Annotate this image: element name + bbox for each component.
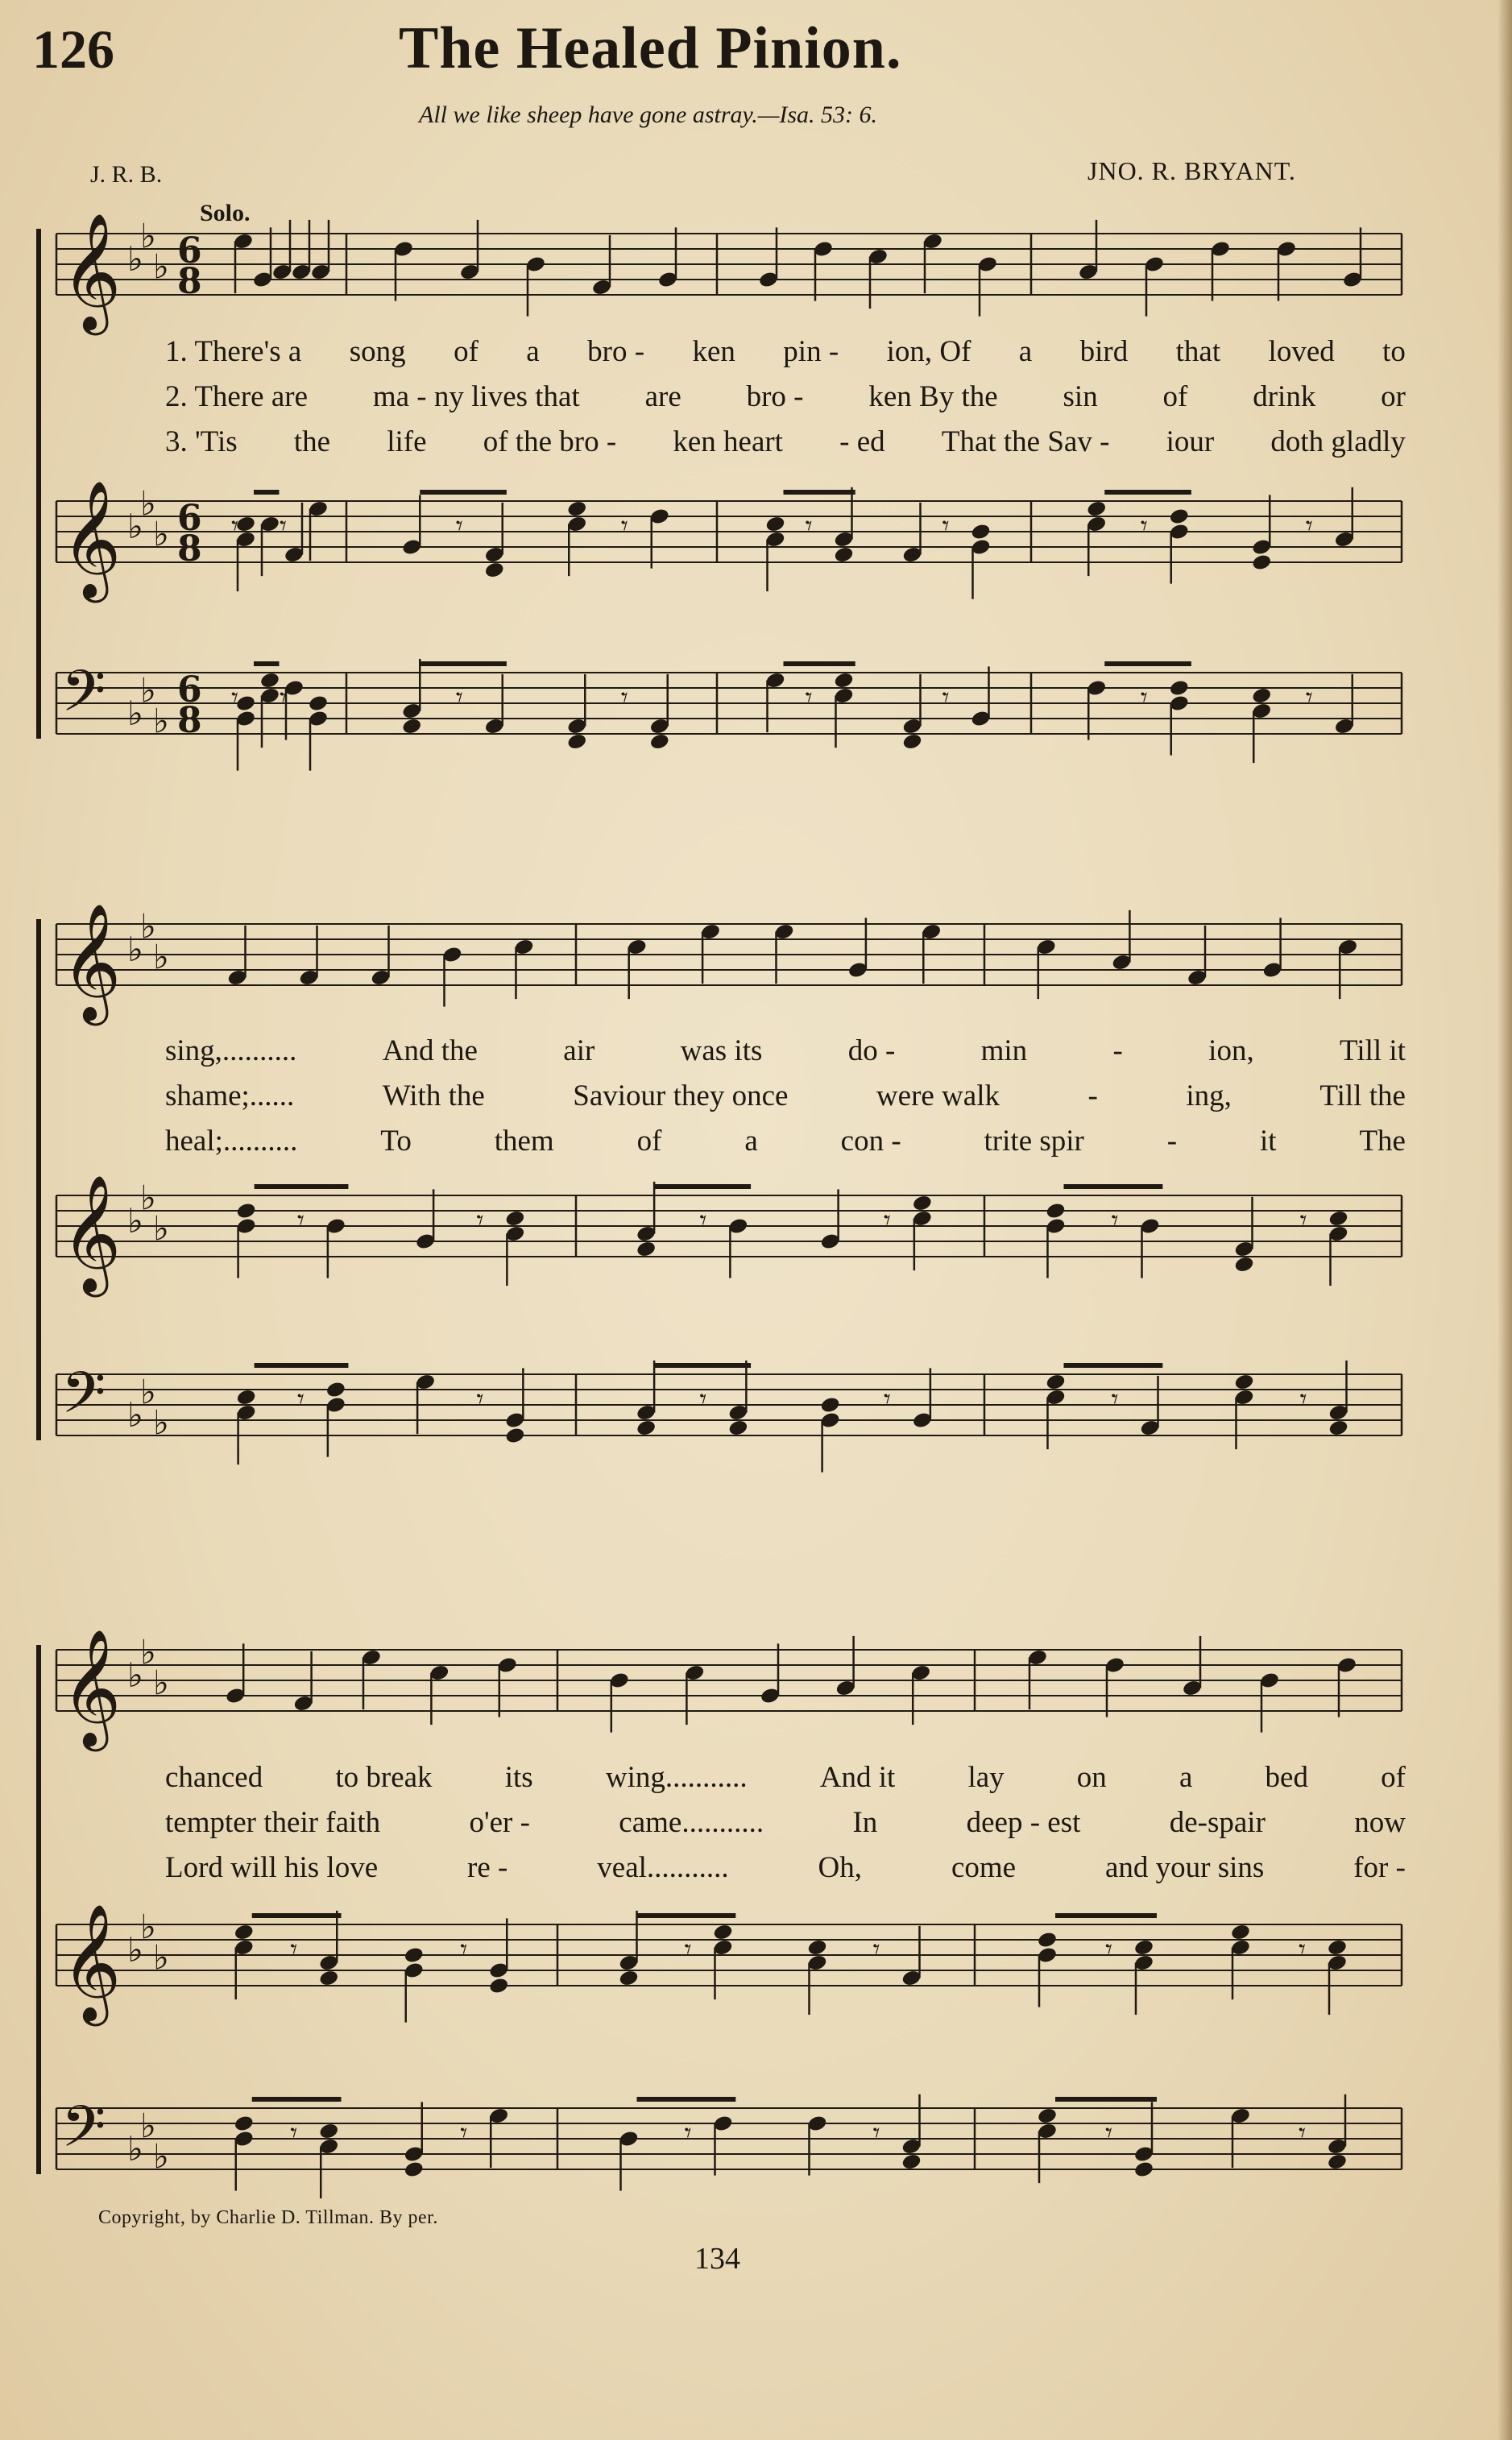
eighth-rest-icon: 𝄾 <box>872 2116 880 2149</box>
flat-icon: ♭ <box>127 694 143 733</box>
lyric-syllable: pin - <box>783 335 839 368</box>
notehead <box>636 1419 657 1437</box>
eighth-rest-icon: 𝄾 <box>1140 681 1148 714</box>
page-number: 126 <box>32 19 114 80</box>
lyric-syllable: song <box>349 335 406 368</box>
treble-clef-icon: 𝄞 <box>61 902 122 1021</box>
lyric-syllable: a <box>744 1125 758 1158</box>
notehead <box>1327 2152 1348 2171</box>
time-signature-numerator: 6 <box>177 669 202 711</box>
lyric-syllable: its <box>504 1761 533 1794</box>
treble-clef-icon: 𝄞 <box>61 1903 122 2021</box>
eighth-rest-icon: 𝄾 <box>805 681 813 714</box>
lyric-syllable: iour <box>1166 425 1215 458</box>
notehead <box>1169 507 1190 526</box>
notehead <box>1133 1938 1154 1957</box>
notehead <box>1328 1209 1348 1228</box>
lyric-syllable: drink <box>1253 380 1316 413</box>
lyric-syllable: ing, <box>1186 1079 1232 1112</box>
time-signature-denominator: 8 <box>177 261 202 303</box>
eighth-rest-icon: 𝄾 <box>620 509 628 542</box>
notehead <box>318 2122 339 2140</box>
eighth-rest-icon: 𝄾 <box>290 1933 298 1966</box>
lyric-syllable: tempter their faith <box>165 1806 381 1839</box>
eighth-rest-icon: 𝄾 <box>1305 681 1313 714</box>
lyric-syllable: come <box>951 1851 1017 1884</box>
lyric-syllable: bed <box>1265 1761 1308 1794</box>
lyric-syllable: sing,.......... <box>165 1034 297 1067</box>
beam <box>252 2097 342 2102</box>
notehead <box>1327 1938 1348 1957</box>
lyric-syllable: And the <box>382 1034 478 1067</box>
copyright-notice: Copyright, by Charlie D. Tillman. By per. <box>98 2207 438 2228</box>
time-signature-denominator: 8 <box>177 700 202 742</box>
lyric-syllable: now <box>1354 1806 1406 1839</box>
notehead <box>488 1977 509 1995</box>
flat-icon: ♭ <box>153 1663 169 1703</box>
lyric-syllable: of <box>1381 1761 1406 1794</box>
flat-icon: ♭ <box>140 1372 156 1412</box>
beam <box>420 661 507 666</box>
lyric-syllable: Saviour they once <box>573 1079 789 1112</box>
beam <box>1055 1913 1157 1918</box>
flat-icon: ♭ <box>153 1208 169 1249</box>
beam <box>420 490 507 495</box>
song-title: The Healed Pinion. <box>399 15 902 81</box>
notehead <box>504 1427 525 1445</box>
notehead <box>484 561 505 579</box>
lyric-line <box>165 379 1406 414</box>
flat-icon: ♭ <box>127 239 143 279</box>
lyric-syllable: that <box>1175 335 1221 368</box>
notehead <box>325 1381 346 1399</box>
beam <box>1064 1184 1163 1189</box>
lyric-line <box>165 1034 1406 1068</box>
notehead <box>727 1419 748 1437</box>
flat-icon: ♭ <box>153 246 169 287</box>
notehead <box>901 732 922 751</box>
notehead <box>712 1923 733 1941</box>
notehead <box>318 1969 339 1987</box>
eighth-rest-icon: 𝄾 <box>699 1382 707 1415</box>
eighth-rest-icon: 𝄾 <box>1140 509 1148 542</box>
notehead <box>833 671 854 690</box>
eighth-rest-icon: 𝄾 <box>460 2116 468 2149</box>
lyric-syllable: or <box>1381 380 1406 413</box>
treble-clef-icon: 𝄞 <box>61 479 122 598</box>
lyric-syllable: - <box>1112 1034 1123 1067</box>
lyric-syllable: doth gladly <box>1270 425 1406 458</box>
beam <box>637 1913 736 1918</box>
lyric-syllable: ken heart <box>673 425 783 458</box>
notehead <box>833 545 854 564</box>
eighth-rest-icon: 𝄾 <box>883 1203 891 1237</box>
beam <box>1104 490 1191 495</box>
eighth-rest-icon: 𝄾 <box>684 1933 692 1966</box>
lyric-syllable: That the Sav - <box>941 425 1110 458</box>
composer-credit: JNO. R. BRYANT. <box>1087 156 1296 185</box>
lyric-syllable: And it <box>819 1761 896 1794</box>
eighth-rest-icon: 𝄾 <box>1105 2116 1113 2149</box>
eighth-rest-icon: 𝄾 <box>1299 1933 1307 1966</box>
beam <box>254 490 280 495</box>
lyric-syllable: deep - est <box>966 1806 1081 1839</box>
lyric-syllable: a <box>1179 1761 1193 1794</box>
lyric-syllable: were walk <box>876 1079 1000 1112</box>
eighth-rest-icon: 𝄾 <box>296 1382 304 1415</box>
lyric-syllable: bro - <box>746 380 804 413</box>
lyric-syllable: of <box>454 335 478 368</box>
time-signature-numerator: 6 <box>177 230 202 272</box>
eighth-rest-icon: 𝄾 <box>684 2116 692 2149</box>
notehead <box>401 717 422 735</box>
eighth-rest-icon: 𝄾 <box>231 681 239 714</box>
lyric-syllable: de-spair <box>1169 1806 1266 1839</box>
flat-icon: ♭ <box>153 514 169 554</box>
lyric-syllable: on <box>1076 1761 1107 1794</box>
lyric-syllable: ma - ny lives that <box>372 380 580 413</box>
lyric-syllable: con - <box>840 1125 901 1158</box>
lyric-syllable: 3. 'Tis <box>165 425 238 458</box>
beam <box>1064 1363 1163 1368</box>
lyric-syllable: ken <box>692 335 735 368</box>
eighth-rest-icon: 𝄾 <box>883 1382 891 1415</box>
lyric-syllable: bird <box>1079 335 1129 368</box>
lyric-syllable: of the bro - <box>483 425 617 458</box>
bass-clef-icon: 𝄢 <box>61 1360 106 1440</box>
eighth-rest-icon: 𝄾 <box>942 681 950 714</box>
flat-icon: ♭ <box>153 1402 169 1443</box>
notehead <box>1233 1255 1254 1274</box>
lyric-syllable: a <box>1018 335 1033 368</box>
flat-icon: ♭ <box>127 1655 143 1695</box>
eighth-rest-icon: 𝄾 <box>476 1382 484 1415</box>
lyric-syllable: it <box>1259 1125 1277 1158</box>
flat-icon: ♭ <box>153 701 169 741</box>
eighth-rest-icon: 𝄾 <box>1111 1203 1119 1237</box>
lyric-line <box>165 334 1406 369</box>
lyric-syllable: sin <box>1063 380 1098 413</box>
lyric-syllable: veal........... <box>597 1851 729 1884</box>
eighth-rest-icon: 𝄾 <box>455 509 463 542</box>
beam <box>654 1184 751 1189</box>
lyric-line <box>165 1805 1406 1840</box>
lyric-syllable: came........... <box>619 1806 764 1839</box>
lyric-syllable: 2. There are <box>165 380 309 413</box>
flat-icon: ♭ <box>140 1907 156 1947</box>
lyric-syllable: do - <box>847 1034 896 1067</box>
eighth-rest-icon: 𝄾 <box>1111 1382 1119 1415</box>
treble-clef-icon: 𝄞 <box>61 1628 122 1746</box>
notehead <box>970 523 991 541</box>
notehead <box>1251 686 1272 705</box>
treble-clef-icon: 𝄞 <box>61 1174 122 1292</box>
lyric-syllable: to <box>1382 335 1406 368</box>
lyric-syllable: With the <box>382 1079 485 1112</box>
beam <box>254 661 280 666</box>
eighth-rest-icon: 𝄾 <box>1299 1382 1307 1415</box>
notehead <box>764 515 785 533</box>
lyric-syllable: them <box>494 1125 554 1158</box>
lyric-syllable: and your sins <box>1104 1851 1265 1884</box>
notehead <box>1251 553 1272 572</box>
notehead <box>649 732 670 751</box>
solo-marking: Solo. <box>200 200 251 226</box>
eighth-rest-icon: 𝄾 <box>805 509 813 542</box>
treble-clef-icon: 𝄞 <box>61 212 122 330</box>
beam <box>1055 2097 1157 2102</box>
lyric-syllable: chanced <box>165 1761 263 1794</box>
eighth-rest-icon: 𝄾 <box>1305 509 1313 542</box>
lyric-syllable: re - <box>467 1851 508 1884</box>
eighth-rest-icon: 𝄾 <box>476 1203 484 1237</box>
flat-icon: ♭ <box>140 1632 156 1672</box>
lyric-syllable: o'er - <box>469 1806 530 1839</box>
flat-icon: ♭ <box>140 2106 156 2146</box>
beam <box>784 661 855 666</box>
notehead <box>236 1388 257 1406</box>
notehead <box>1045 1202 1066 1220</box>
beam <box>255 1184 349 1189</box>
eighth-rest-icon: 𝄾 <box>1299 1203 1307 1237</box>
notehead <box>504 1209 525 1228</box>
lyric-syllable: - <box>1166 1125 1178 1158</box>
lyric-syllable: 1. There's a <box>165 335 302 368</box>
flat-icon: ♭ <box>140 216 156 256</box>
beam <box>1104 661 1191 666</box>
notehead <box>636 1240 657 1258</box>
lyric-syllable: bro - <box>587 335 645 368</box>
lyric-syllable: Oh, <box>818 1851 863 1884</box>
flat-icon: ♭ <box>140 906 156 947</box>
lyric-syllable: ion, <box>1208 1034 1254 1067</box>
lyric-syllable: lay <box>967 1761 1005 1794</box>
lyric-syllable: heal;.......... <box>165 1125 298 1158</box>
eighth-rest-icon: 𝄾 <box>280 509 288 542</box>
lyric-line <box>165 1124 1406 1158</box>
lyric-syllable: loved <box>1268 335 1335 368</box>
time-signature-denominator: 8 <box>177 528 202 570</box>
eighth-rest-icon: 𝄾 <box>942 509 950 542</box>
notehead <box>259 671 280 690</box>
lyric-syllable: In <box>852 1806 878 1839</box>
lyric-syllable: wing........... <box>605 1761 748 1794</box>
notehead <box>1133 2160 1154 2179</box>
lyric-line <box>165 1850 1406 1885</box>
notehead <box>1086 499 1107 518</box>
beam <box>654 1363 751 1368</box>
flat-icon: ♭ <box>127 1395 143 1435</box>
lyric-syllable: life <box>387 425 427 458</box>
lyric-syllable: of <box>1162 380 1188 413</box>
lyric-syllable: shame;...... <box>165 1079 295 1112</box>
eighth-rest-icon: 𝄾 <box>1299 2116 1307 2149</box>
lyricist-credit: J. R. B. <box>90 161 163 188</box>
time-signature-numerator: 6 <box>177 498 202 540</box>
lyric-syllable: air <box>563 1034 595 1067</box>
notehead <box>308 694 329 713</box>
lyric-syllable: of <box>636 1125 662 1158</box>
flat-icon: ♭ <box>127 930 143 969</box>
lyric-syllable: min <box>980 1034 1028 1067</box>
notehead <box>566 499 587 518</box>
lyric-syllable: The <box>1359 1125 1406 1158</box>
lyric-syllable: - <box>1087 1079 1098 1112</box>
lyric-syllable: Till the <box>1319 1079 1406 1112</box>
flat-icon: ♭ <box>140 483 156 524</box>
notehead <box>820 1396 841 1415</box>
notehead <box>1037 2107 1058 2125</box>
lyric-syllable: a <box>526 335 540 368</box>
lyric-syllable: ion, Of <box>886 335 971 368</box>
lyric-line <box>165 1760 1406 1795</box>
eighth-rest-icon: 𝄾 <box>460 1933 468 1966</box>
lyric-line <box>165 1079 1406 1113</box>
flat-icon: ♭ <box>127 1930 143 1970</box>
lyric-syllable: Till it <box>1340 1034 1406 1067</box>
notehead <box>1233 1373 1254 1391</box>
lyric-syllable: To <box>380 1125 412 1158</box>
notehead <box>1169 679 1190 698</box>
eighth-rest-icon: 𝄾 <box>296 1203 304 1237</box>
flat-icon: ♭ <box>153 2136 169 2177</box>
beam <box>255 1363 349 1368</box>
eighth-rest-icon: 𝄾 <box>290 2116 298 2149</box>
lyric-syllable: the <box>293 425 331 458</box>
eighth-rest-icon: 𝄾 <box>620 681 628 714</box>
notehead <box>618 1969 639 1987</box>
flat-icon: ♭ <box>153 937 169 977</box>
notehead <box>806 1938 827 1957</box>
eighth-rest-icon: 𝄾 <box>280 681 288 714</box>
notehead <box>1037 1931 1058 1949</box>
notehead <box>404 2160 425 2179</box>
lyric-syllable: Lord will his love <box>165 1851 379 1884</box>
flat-icon: ♭ <box>140 1178 156 1218</box>
lyric-line <box>165 425 1406 459</box>
lyric-syllable: trite spir <box>984 1125 1084 1158</box>
flat-icon: ♭ <box>127 507 143 546</box>
notehead <box>234 1923 255 1941</box>
notehead <box>234 2115 255 2133</box>
flat-icon: ♭ <box>153 1937 169 1978</box>
lyric-syllable: was its <box>680 1034 763 1067</box>
flat-icon: ♭ <box>127 1201 143 1241</box>
eighth-rest-icon: 𝄾 <box>1105 1933 1113 1966</box>
lyric-syllable: ken By the <box>868 380 998 413</box>
footer-page-number: 134 <box>694 2242 740 2276</box>
beam <box>637 2097 736 2102</box>
bass-clef-icon: 𝄢 <box>61 658 106 739</box>
beam <box>784 490 855 495</box>
lyric-syllable: - ed <box>839 425 885 458</box>
notehead <box>566 732 587 751</box>
bass-clef-icon: 𝄢 <box>61 2094 106 2174</box>
notehead <box>1230 1923 1251 1941</box>
flat-icon: ♭ <box>140 670 156 710</box>
notehead <box>901 2152 922 2171</box>
beam <box>252 1913 342 1918</box>
lyric-syllable: to break <box>335 1761 433 1794</box>
lyric-syllable: for - <box>1353 1851 1406 1884</box>
notehead <box>404 1946 425 1965</box>
notehead <box>912 1194 933 1212</box>
eighth-rest-icon: 𝄾 <box>455 681 463 714</box>
eighth-rest-icon: 𝄾 <box>699 1203 707 1237</box>
eighth-rest-icon: 𝄾 <box>231 509 239 542</box>
notehead <box>1328 1419 1348 1437</box>
notehead <box>236 1202 257 1220</box>
scripture-epigraph: All we like sheep have gone astray.—Isa. 53: 6. <box>419 101 878 128</box>
lyric-syllable: are <box>644 380 681 413</box>
eighth-rest-icon: 𝄾 <box>872 1933 880 1966</box>
flat-icon: ♭ <box>127 2129 143 2169</box>
notehead <box>1045 1373 1066 1391</box>
